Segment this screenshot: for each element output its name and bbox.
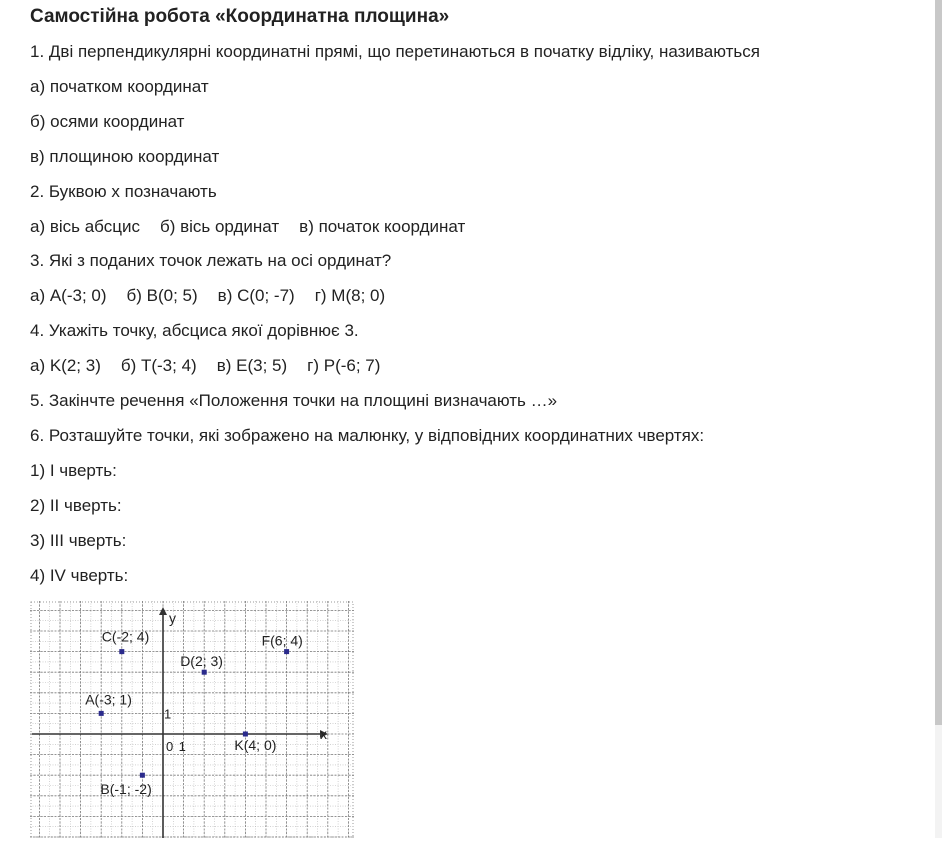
question-line [30, 356, 400, 376]
data-point [202, 670, 207, 675]
answer-option: б) T(-3; 4) [120, 356, 197, 376]
point-label: C(-2; 4) [101, 628, 150, 645]
coordinate-plane [30, 601, 355, 838]
grid-frame [31, 602, 353, 837]
data-point [284, 649, 289, 654]
point-label: B(-1; -2) [100, 781, 152, 798]
question-line: 6. Розташуйте точки, які зображено на малюнку, у відповідних координатних чвертях: [30, 425, 705, 445]
question-line: 3. Які з поданих точок лежать на осі ординат? [30, 251, 392, 271]
question-line: 2. Буквою х позначають [30, 181, 217, 201]
question-line: 2) ІІ чверть: [30, 495, 122, 515]
data-point [243, 732, 248, 737]
question-line: а) початком координат [30, 76, 209, 96]
answer-option: г) P(-6; 7) [307, 356, 381, 376]
point-label: A(-3; 1) [85, 691, 132, 708]
answer-option: в) C(0; -7) [217, 286, 295, 306]
vertical-scrollbar[interactable] [935, 0, 942, 838]
answer-option: г) M(8; 0) [314, 286, 386, 306]
origin-label: 0 [166, 739, 174, 754]
answer-option: б) B(0; 5) [126, 286, 198, 306]
question-line: 1) І чверть: [30, 460, 117, 480]
y-axis-label: y [169, 610, 176, 626]
answer-option: а) вісь абсцис [30, 216, 140, 236]
question-line [30, 286, 405, 306]
question-line [30, 217, 485, 237]
coordinate-plane-figure [30, 601, 355, 838]
unit-x-label: 1 [178, 739, 186, 754]
question-line: 1. Дві перпендикулярні координатні прямі, що перетинаються в початку відліку, називаються [30, 42, 760, 61]
answer-option: а) K(2; 3) [30, 356, 101, 376]
answer-option: в) початок координат [299, 216, 466, 236]
data-point [140, 773, 145, 778]
question-line: 5. Закінчте речення «Положення точки на площині визначають …» [30, 391, 558, 410]
question-line: б) осями координат [30, 111, 185, 131]
point-label: D(2; 3) [180, 653, 223, 670]
answer-option: в) E(3; 5) [216, 356, 288, 376]
question-line: 4) ІV чверть: [30, 565, 129, 585]
unit-y-label: 1 [164, 706, 172, 722]
data-point [119, 649, 124, 654]
question-line: в) площиною координат [30, 146, 220, 166]
question-line: 3) ІІІ чверть: [30, 530, 127, 550]
point-label: K(4; 0) [234, 737, 277, 753]
page-title: Самостійна робота «Координатна площина» [30, 6, 450, 27]
data-point [99, 711, 104, 716]
point-label: F(6; 4) [261, 632, 303, 649]
answer-option: б) вісь ординат [159, 216, 280, 236]
question-line: 4. Укажіть точку, абсциса якої дорівнює 3. [30, 321, 359, 341]
scrollbar-thumb[interactable] [935, 0, 942, 725]
answer-option: а) A(-3; 0) [30, 286, 107, 306]
x-axis-label: x [320, 726, 327, 742]
